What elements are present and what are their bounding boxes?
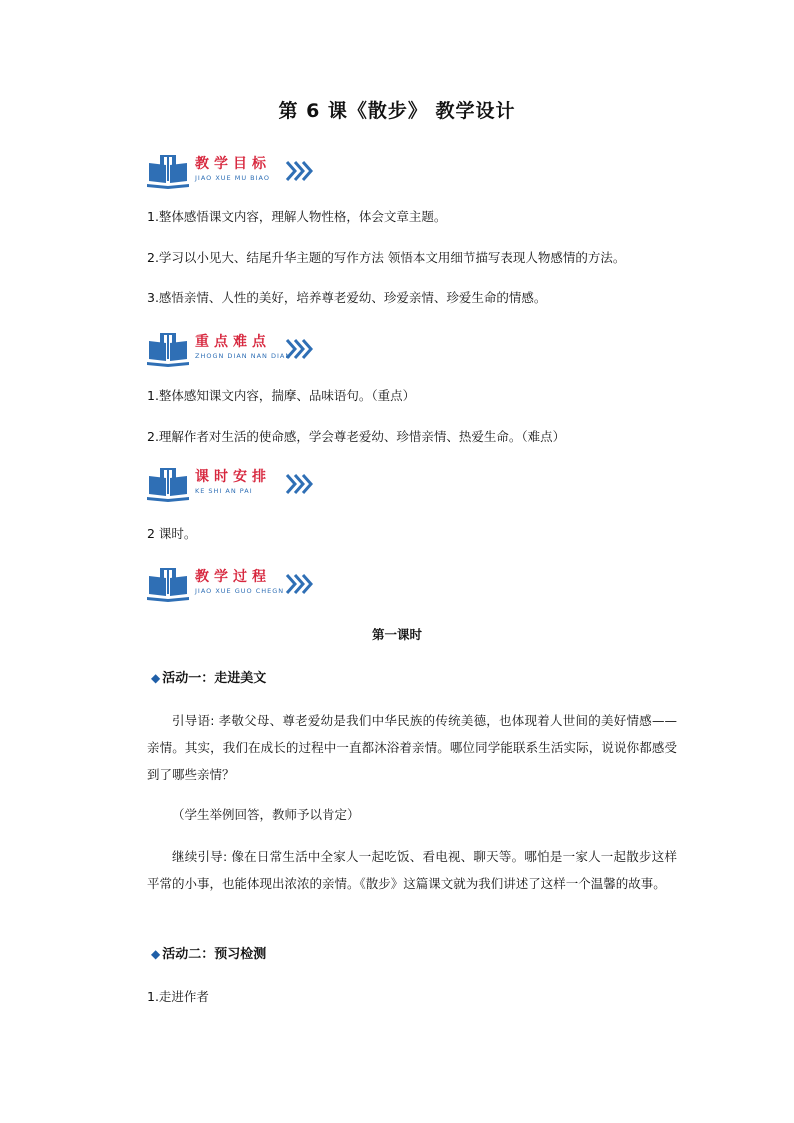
diamond-icon: ◆ [151, 947, 161, 961]
book-icon [147, 568, 189, 602]
double-chevron-icon [285, 160, 315, 182]
lesson-title: 第一课时 [371, 627, 422, 642]
diamond-icon: ◆ [151, 671, 161, 685]
section-pinyin: JIAO XUE GUO CHEGN [195, 587, 285, 595]
section-pinyin: ZHOGN DIAN NAN DIAN [195, 352, 292, 360]
double-chevron-icon [285, 573, 315, 595]
section-title: 课时安排 [195, 469, 271, 485]
double-chevron-icon [285, 338, 315, 360]
goal-item: 3.感悟亲情、人性的美好，培养尊老爱幼、珍爱亲情、珍爱生命的情感。 [147, 290, 547, 305]
activity-heading-1 [151, 667, 266, 686]
activity-heading-2 [151, 943, 266, 962]
section-header-goals [147, 153, 327, 193]
goal-item: 1.整体感悟课文内容，理解人物性格，体会文章主题。 [147, 209, 447, 224]
student-response: （学生举例回答，教师予以肯定） [172, 807, 360, 822]
section-header-process [147, 566, 327, 606]
double-chevron-icon [285, 473, 315, 495]
section-header-schedule [147, 466, 327, 506]
intro-paragraph: 引导语: 孝敬父母、尊老爱幼是我们中华民族的传统美德，也体现着人世间的美好情感——亲情。其实，我们在成长的过程中一直都沐浴着亲情。哪位同学能联系生活实际，说说你都感受到了哪些亲情？ [147, 713, 677, 782]
list-item: 1.走进作者 [147, 989, 209, 1004]
key-point-item: 1.整体感知课文内容，揣摩、品味语句。（重点） [147, 388, 416, 403]
section-title: 教学过程 [195, 569, 271, 585]
schedule-text: 2 课时。 [147, 526, 197, 541]
book-icon [147, 333, 189, 367]
section-title: 教学目标 [195, 156, 271, 172]
activity-title: 活动一：走进美文 [162, 671, 267, 686]
book-icon [147, 155, 189, 189]
goal-item: 2.学习以小见大、结尾升华主题的写作方法 领悟本文用细节描写表现人物感情的方法。 [147, 250, 626, 265]
key-point-item: 2.理解作者对生活的使命感，学会尊老爱幼、珍惜亲情、热爱生命。（难点） [147, 429, 566, 444]
continue-paragraph: 继续引导: 像在日常生活中全家人一起吃饭、看电视、聊天等。哪怕是一家人一起散步这样平常的小事，也能体现出浓浓的亲情。《散步》这篇课文就为我们讲述了这样一个温馨的故事。 [147, 849, 677, 891]
section-pinyin: KE SHI AN PAI [195, 487, 253, 495]
section-title: 重点难点 [195, 334, 271, 350]
document-title: 第 6 课《散步》 教学设计 [278, 100, 516, 122]
section-header-key-points [147, 331, 327, 371]
activity-title: 活动二：预习检测 [162, 947, 267, 962]
section-pinyin: JIAO XUE MU BIAO [195, 174, 270, 182]
book-icon [147, 468, 189, 502]
